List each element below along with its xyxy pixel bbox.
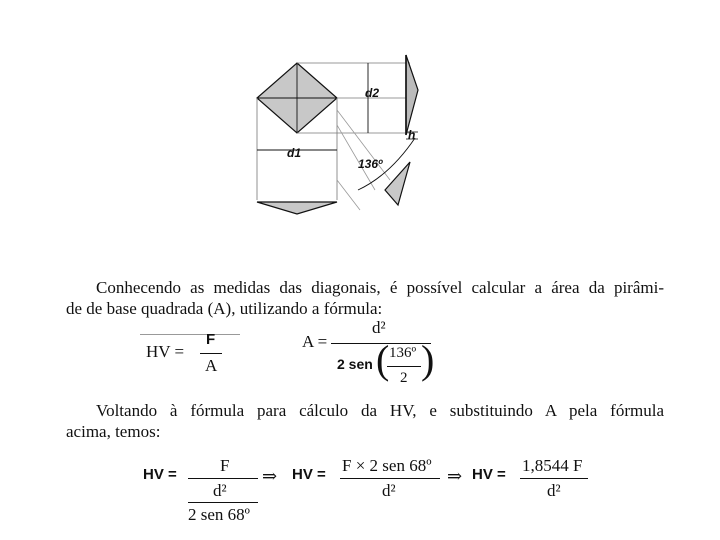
paragraph1-line1: Conhecendo as medidas das diagonais, é possível calcular a área da pirâmi-: [96, 278, 664, 297]
implies-arrow-1: ⇒: [262, 466, 278, 486]
formula3-lhs3: HV =: [472, 466, 506, 483]
decorative-rule: [140, 334, 240, 335]
formula3-bar3: [520, 478, 588, 479]
formula1-fraction-bar: [200, 353, 222, 354]
label-h: h: [408, 128, 416, 142]
right-paren: ): [421, 337, 435, 382]
paragraph2-line2: acima, temos:: [66, 422, 161, 441]
formula3-bar2: [340, 478, 440, 479]
vickers-indentation-figure: [240, 30, 440, 230]
paragraph2-line1: Voltando à fórmula para cálculo da HV, e substituindo A pela fórmula: [96, 401, 664, 420]
indent-front-view: [257, 202, 337, 214]
formula3-num1: F: [220, 456, 230, 475]
implies-arrow-2: ⇒: [447, 466, 463, 486]
formula1-lhs: HV =: [146, 342, 185, 361]
formula1-num: F: [206, 331, 216, 348]
indent-side-view: [406, 55, 418, 135]
formula2-lhs: A =: [302, 332, 328, 351]
formula3-bar1: [188, 478, 258, 479]
formula3-lhs2: HV =: [292, 466, 326, 483]
formula2-inner-num: 136º: [389, 345, 417, 361]
formula3-den2: d²: [382, 481, 396, 500]
formula3-num2: F × 2 sen 68º: [342, 456, 432, 475]
paragraph1-line2: de de base quadrada (A), utilizando a fórmula:: [66, 299, 383, 318]
label-angle: 136º: [358, 157, 383, 171]
left-paren: (: [376, 337, 390, 382]
formula2-sen: 2 sen: [337, 356, 373, 372]
formula3-den1-num: d²: [213, 481, 227, 500]
formula3-num3: 1,8544 F: [522, 456, 583, 475]
formula2-num: d²: [372, 318, 386, 337]
formula3-bar1-inner: [188, 502, 258, 503]
formula3-den3: d²: [547, 481, 561, 500]
formula1-den: A: [205, 356, 218, 375]
label-d2: d2: [365, 86, 380, 100]
formula2-inner-den: 2: [400, 370, 408, 386]
formula3-lhs1: HV =: [143, 466, 177, 483]
formula2-inner-bar: [387, 366, 421, 367]
formula3-den1-den: 2 sen 68º: [188, 505, 250, 524]
label-d1: d1: [287, 146, 302, 160]
